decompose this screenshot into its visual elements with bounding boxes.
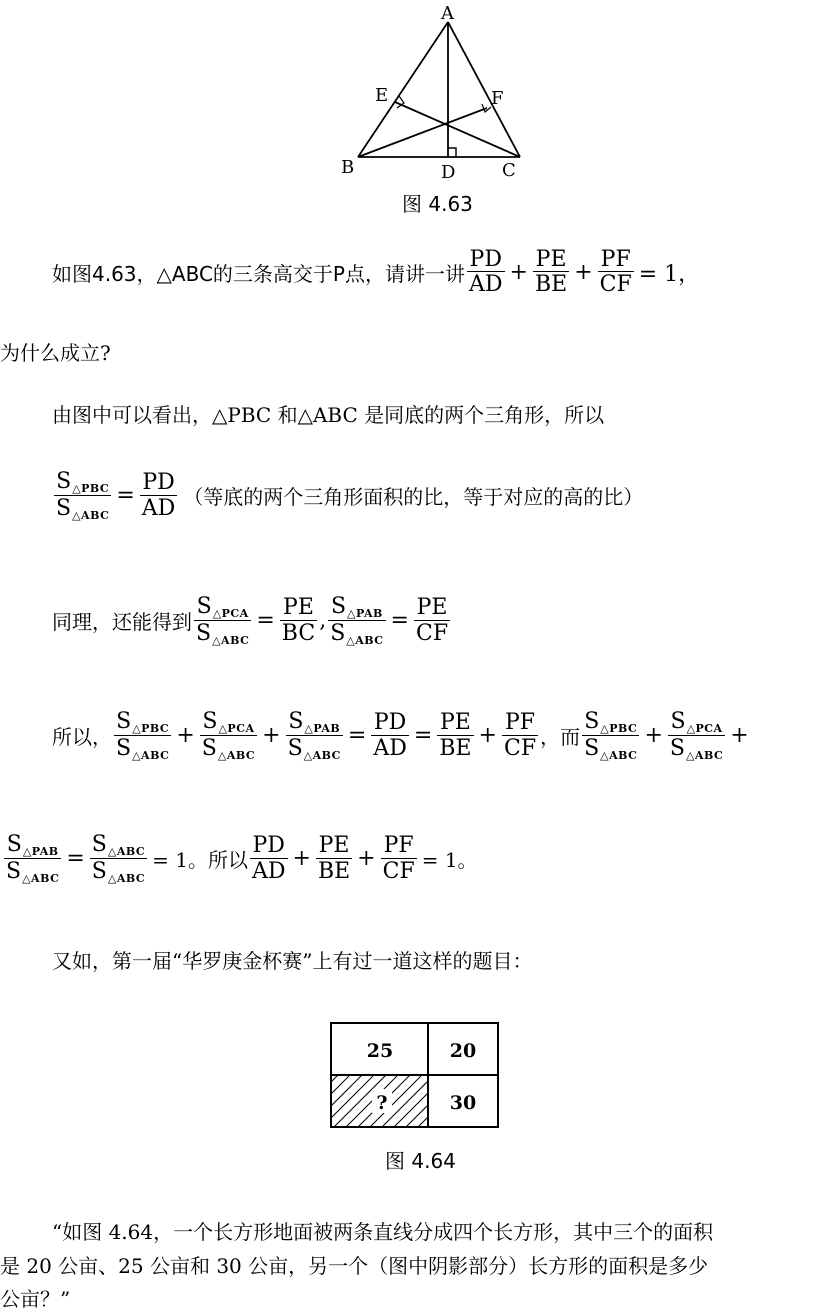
label-a: A [441,3,454,24]
paragraph-3-line1: “如图 4.64，一个长方形地面被两条直线分成四个长方形，其中三个的面积 [52,1220,714,1244]
label-b: B [341,157,355,178]
cell-25: 25 [366,1040,394,1062]
label-f: F [491,88,504,109]
fraction-pf-cf: $\frac{PF}{CF}$ [599,247,632,298]
label-c: C [502,160,516,181]
explain-paragraph-1: 由图中可以看出，△PBC 和△ABC 是同底的两个三角形，所以 [52,403,605,427]
fraction-pe-be: $\frac{PE}{BE}$ [534,247,568,298]
figure-4-63 [330,0,530,200]
figure-4-64 [326,1018,504,1132]
altitude-ce [395,102,520,157]
paragraph-3-line2: 是 20 公亩、25 公亩和 30 公亩，另一个（图中阴影部分）长方形的面积是多少 [0,1254,709,1278]
label-e: E [375,85,389,106]
paragraph-2: 又如，第一届“华罗庚金杯赛”上有过一道这样的题目： [52,949,533,973]
question-line: 如图4.63，△ABC的三条高交于P点，请讲一讲 PD AD + $\frac{PE}{BE}$ + $\frac{PF}{CF}$ = 1， [52,247,701,298]
side-ac [448,22,520,157]
side-ab [358,22,448,157]
question-suffix: = 1， [638,261,701,287]
paragraph-3-line3: 公亩？” [0,1287,71,1311]
question-prefix: 如图4.63，△ABC的三条高交于P点，请讲一讲 [52,261,465,286]
equation-1: $S_{\triangle PBC}$ $S_{\triangle ABC}$ = $\frac{PD}{AD}$ （等底的两个三角形面积的比，等于对应的高的比） [56,469,644,522]
figure-4-64-caption: 图 4.64 [385,1149,456,1173]
question-line2: 为什么成立? [0,341,111,365]
equation-1-note: （等底的两个三角形面积的比，等于对应的高的比） [183,485,644,510]
equation-3: 所以， $S_{\triangle PBC}$ $S_{\triangle ABC}$ + $S_{\triangle PCA}$ $S_{\triangle ABC}$ + $S_{\triangle PAB}$ $S_{\triangle ABC}$ = $\frac{PD}{AD}$ = $\frac{PE}{BE}$ + $\frac{PF}{CF}$ ，而 $S_{\triangle PBC}$ $S_{\triangle ABC}$ + $S_{\triangle PCA}$ $S_{\triangle ABC}$ + [52,709,749,762]
cell-20: 20 [449,1040,477,1062]
altitude-bf [358,108,487,157]
cell-30: 30 [449,1092,477,1114]
label-d: D [441,162,456,183]
fraction-s-pbc-s-abc: $S_{\triangle PBC}$ $S_{\triangle ABC}$ [56,469,110,522]
fraction-pd-ad: PD AD [469,247,503,298]
figure-4-63-caption: 图 4.63 [402,192,473,216]
equation-2: 同理，还能得到 $S_{\triangle PCA}$ $S_{\triangle ABC}$ = $\frac{PE}{BC}$ , $S_{\triangle PAB}$ $S_{\triangle ABC}$ = $\frac{PE}{CF}$ [52,594,449,647]
equation-4: $S_{\triangle PAB}$ $S_{\triangle ABC}$ = $S_{\triangle ABC}$ $S_{\triangle ABC}$ = 1。所以 PD AD + $\frac{PE}{BE}$ + $\frac{PF}{CF}$ = 1。 [6,832,478,885]
cell-question: ? [376,1092,388,1114]
